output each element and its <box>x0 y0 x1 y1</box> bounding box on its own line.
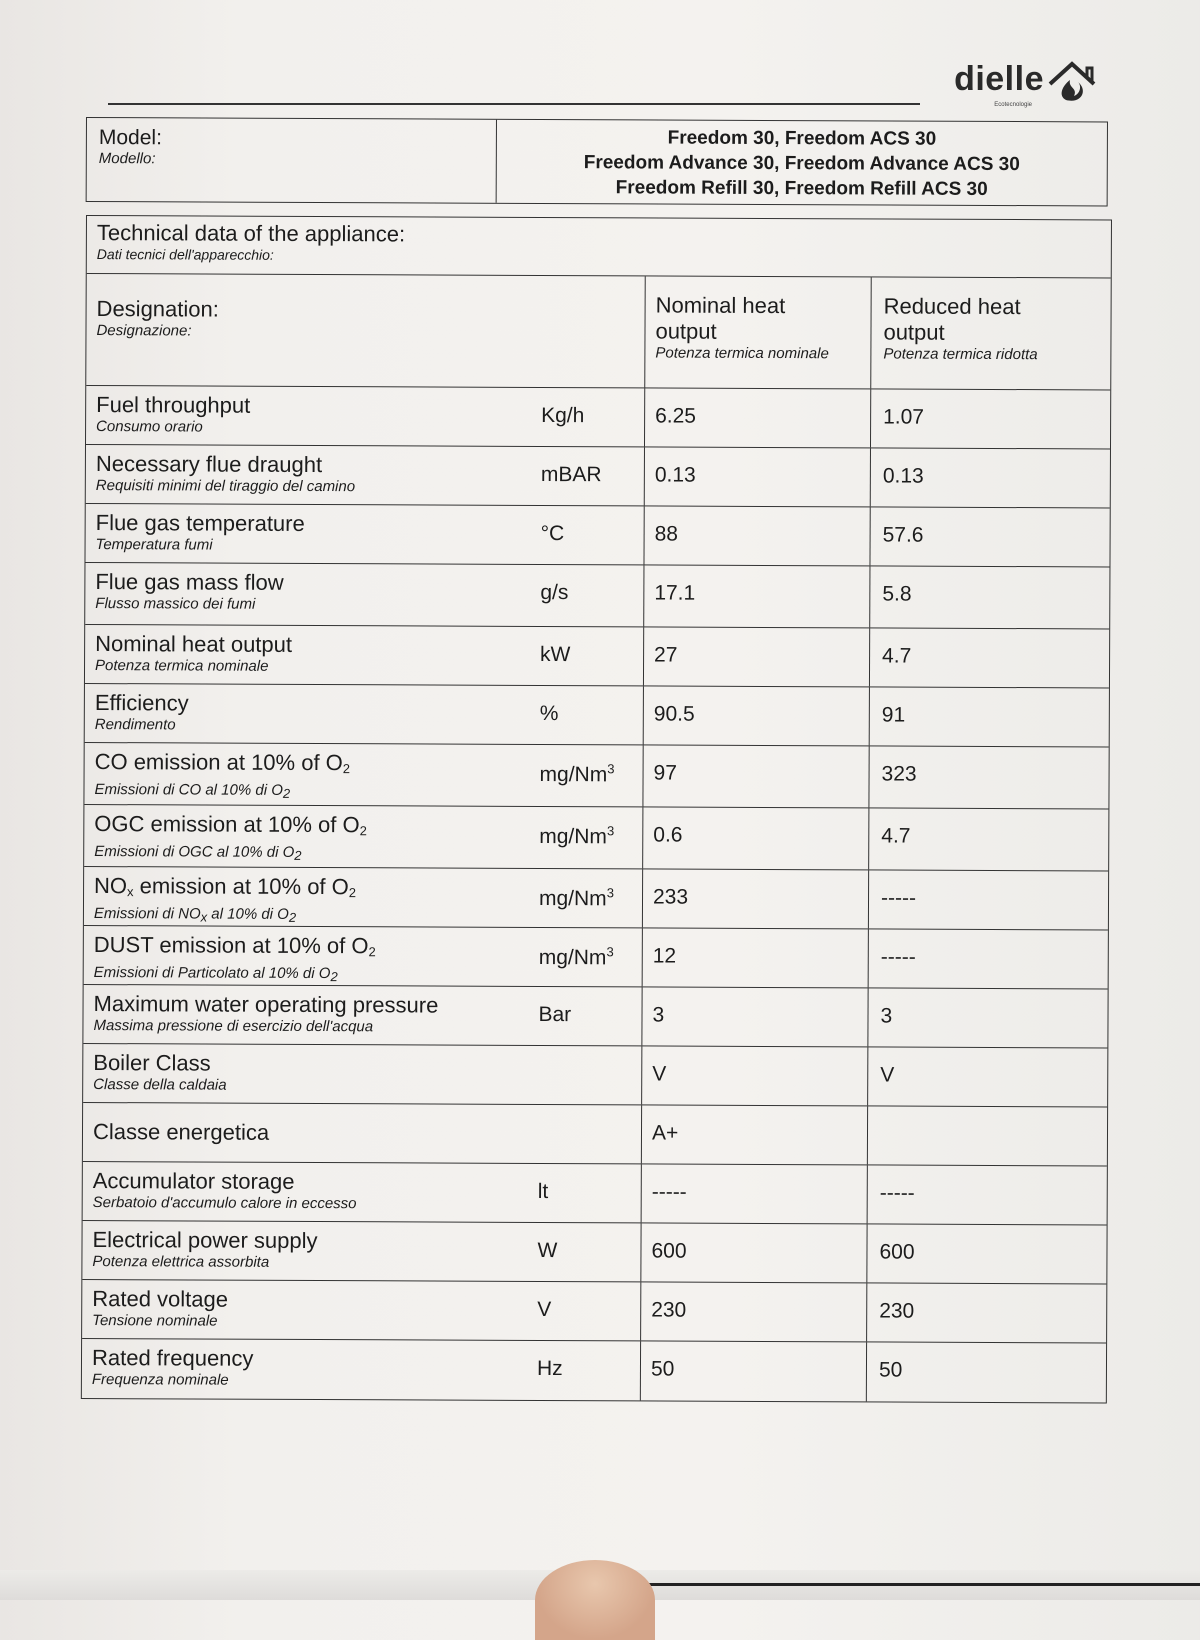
brand-name: dielle <box>954 60 1044 98</box>
row-label-en: Maximum water operating pressure <box>93 991 439 1018</box>
model-line: Freedom Advance 30, Freedom Advance ACS 30 <box>583 152 1020 176</box>
row-reduced-value: 5.8 <box>869 566 1109 628</box>
row-label-en: Efficiency <box>94 690 189 716</box>
table-row <box>84 867 1108 930</box>
row-label-it: Serbatoio d'accumulo calore in eccesso <box>92 1194 357 1213</box>
row-unit: g/s <box>540 580 569 605</box>
model-line: Freedom Refill 30, Freedom Refill ACS 30 <box>615 177 988 200</box>
row-nominal-value: 230 <box>640 1282 866 1341</box>
row-label-it: Frequenza nominale <box>91 1371 229 1389</box>
row-nominal-value: 3 <box>641 987 867 1046</box>
table-row <box>82 1339 1106 1402</box>
row-label-it: Potenza termica nominale <box>94 657 269 675</box>
technical-data-table <box>81 215 1112 1403</box>
row-label <box>84 805 539 868</box>
row-reduced-value: ----- <box>868 929 1108 988</box>
row-reduced-value: 230 <box>866 1283 1106 1342</box>
column-header-row <box>86 274 1110 390</box>
row-label-it: Rendimento <box>94 716 176 734</box>
table-row <box>85 563 1109 629</box>
row-nominal-value: A+ <box>641 1105 867 1164</box>
table-row <box>82 1280 1106 1343</box>
row-reduced-value: 57.6 <box>869 507 1109 566</box>
row-unit: °C <box>540 521 565 546</box>
row-label-en: Accumulator storage <box>92 1168 295 1194</box>
tech-title-en: Technical data of the appliance: <box>96 220 406 247</box>
row-label <box>84 926 539 986</box>
row-nominal-value: 233 <box>642 869 868 928</box>
row-label <box>86 445 541 505</box>
row-reduced-value: 1.07 <box>870 389 1110 448</box>
row-label <box>84 867 539 927</box>
model-line: Freedom 30, Freedom ACS 30 <box>667 127 937 150</box>
row-unit: mg/Nm$^3$ <box>538 944 614 970</box>
tech-title-it: Dati tecnici dell'apparecchio: <box>96 246 274 263</box>
nominal-en-1: Nominal heat <box>655 292 786 319</box>
row-label-it: Consumo orario <box>96 418 203 436</box>
row-reduced-value <box>867 1106 1107 1165</box>
row-label <box>85 625 540 685</box>
model-label-en: Model: <box>98 126 162 150</box>
row-reduced-value: 600 <box>866 1224 1106 1283</box>
row-unit: mg/Nm$^3$ <box>538 885 614 911</box>
row-nominal-value: 50 <box>640 1341 866 1401</box>
row-unit: Kg/h <box>541 403 585 428</box>
row-label <box>85 563 540 626</box>
row-nominal-value: 600 <box>640 1223 866 1282</box>
row-nominal-value: 0.13 <box>644 447 870 506</box>
row-label-it: Flusso massico dei fumi <box>95 595 256 613</box>
table-row <box>83 1103 1107 1166</box>
row-unit: mg/Nm$^3$ <box>539 761 615 787</box>
table-row <box>84 926 1108 989</box>
row-label <box>85 504 540 564</box>
nominal-en-2: output <box>655 318 717 344</box>
row-label-it: Requisiti minimi del tiraggio del camino <box>95 477 356 496</box>
row-label <box>83 1103 538 1163</box>
row-label-en: Boiler Class <box>93 1050 211 1076</box>
nominal-it: Potenza termica nominale <box>655 344 829 363</box>
row-unit: kW <box>540 642 571 667</box>
row-reduced-value: 323 <box>868 746 1108 808</box>
table-row <box>82 1221 1106 1284</box>
row-label-it: Emissioni di CO al 10% di $O_2$ <box>94 781 291 801</box>
row-reduced-value: 91 <box>869 687 1109 746</box>
row-label-en: Rated frequency <box>91 1345 254 1371</box>
row-label-en: Electrical power supply <box>92 1227 318 1254</box>
row-reduced-value: V <box>867 1047 1107 1106</box>
row-nominal-value: 27 <box>643 627 869 686</box>
reduced-en-1: Reduced heat <box>883 293 1021 320</box>
row-unit: mg/Nm$^3$ <box>539 823 615 849</box>
table-row <box>86 386 1110 449</box>
row-reduced-value: ----- <box>867 1165 1107 1224</box>
table-row <box>84 743 1108 809</box>
row-label-it: Potenza elettrica assorbita <box>92 1253 270 1271</box>
row-nominal-value: V <box>641 1046 867 1105</box>
nominal-header <box>644 276 870 388</box>
thumb <box>535 1560 655 1640</box>
table-row <box>84 805 1108 871</box>
model-label-it: Modello: <box>98 150 156 168</box>
row-unit: lt <box>537 1179 549 1204</box>
row-label-it: Tensione nominale <box>92 1312 218 1330</box>
row-label-en: Nominal heat output <box>95 631 293 657</box>
row-label-en: OGC emission at 10% of $O_2$ <box>94 811 367 839</box>
row-nominal-value: 90.5 <box>643 686 869 745</box>
header-rule <box>108 103 920 105</box>
table-row <box>83 985 1107 1048</box>
row-nominal-value: 97 <box>642 745 868 807</box>
house-flame-icon <box>1044 56 1100 112</box>
model-names-cell <box>497 120 1107 206</box>
row-label <box>83 985 538 1045</box>
row-unit: Bar <box>538 1002 572 1027</box>
row-label-it: Emissioni di $NO_x$ al 10% di $O_2$ <box>93 905 297 925</box>
row-nominal-value: 12 <box>642 928 868 987</box>
table-row <box>83 1162 1107 1225</box>
table-row <box>85 684 1109 747</box>
row-reduced-value: 0.13 <box>870 448 1110 507</box>
row-nominal-value: 88 <box>643 506 869 565</box>
row-label-it: Temperatura fumi <box>95 536 213 554</box>
row-nominal-value: 6.25 <box>644 388 870 447</box>
row-reduced-value: 3 <box>867 988 1107 1047</box>
row-label <box>83 1044 538 1104</box>
row-label <box>82 1280 537 1340</box>
row-unit <box>538 1046 641 1104</box>
next-page-rule <box>640 1583 1200 1586</box>
row-reduced-value: ----- <box>868 870 1108 929</box>
designation-header <box>86 274 644 387</box>
row-nominal-value: 17.1 <box>643 565 869 627</box>
row-label <box>85 684 540 744</box>
row-label-en: Rated voltage <box>92 1286 229 1312</box>
reduced-it: Potenza termica ridotta <box>883 345 1038 364</box>
table-row <box>85 625 1109 688</box>
model-table <box>86 117 1108 206</box>
row-unit: Hz <box>536 1356 563 1381</box>
row-label-en: DUST emission at 10% of $O_2$ <box>93 932 376 960</box>
row-reduced-value: 50 <box>866 1342 1106 1402</box>
table-row <box>83 1044 1107 1107</box>
row-unit: W <box>537 1238 558 1263</box>
tech-table-title <box>87 216 1111 278</box>
row-label-en: Fuel throughput <box>96 392 251 418</box>
row-label <box>82 1339 537 1400</box>
row-label <box>84 743 539 806</box>
row-label-en: Classe energetica <box>92 1119 270 1145</box>
row-nominal-value: ----- <box>641 1164 867 1223</box>
table-row <box>85 504 1109 567</box>
row-label <box>82 1221 537 1281</box>
row-unit: V <box>537 1297 552 1322</box>
row-label-en: Flue gas temperature <box>95 510 305 536</box>
row-label-it: Classe della caldaia <box>93 1076 227 1094</box>
row-label <box>83 1162 538 1222</box>
designation-en: Designation: <box>96 296 219 322</box>
row-reduced-value: 4.7 <box>869 628 1109 687</box>
row-reduced-value: 4.7 <box>868 808 1108 870</box>
row-unit <box>538 1105 641 1163</box>
row-label-en: Flue gas mass flow <box>95 569 284 595</box>
brand-tagline: Ecotecnologie <box>994 102 1032 108</box>
designation-it: Designazione: <box>96 322 192 340</box>
row-label-it: Emissioni di Particolato al 10% di $O_2$ <box>93 964 338 985</box>
reduced-header <box>870 277 1110 389</box>
row-unit: mBAR <box>540 462 602 487</box>
row-label-en: CO emission at 10% of $O_2$ <box>94 749 351 777</box>
row-label-en: $NO_x$ emission at 10% of $O_2$ <box>94 873 357 901</box>
row-label-it: Massima pressione di esercizio dell'acqua <box>93 1017 374 1036</box>
reduced-en-2: output <box>883 319 945 345</box>
model-label-cell <box>87 118 497 203</box>
row-label <box>86 386 541 446</box>
row-nominal-value: 0.6 <box>642 807 868 869</box>
row-unit: % <box>539 701 559 726</box>
row-label-en: Necessary flue draught <box>95 451 323 478</box>
row-label-it: Emissioni di OGC al 10% di $O_2$ <box>94 843 302 863</box>
table-row <box>86 445 1110 508</box>
